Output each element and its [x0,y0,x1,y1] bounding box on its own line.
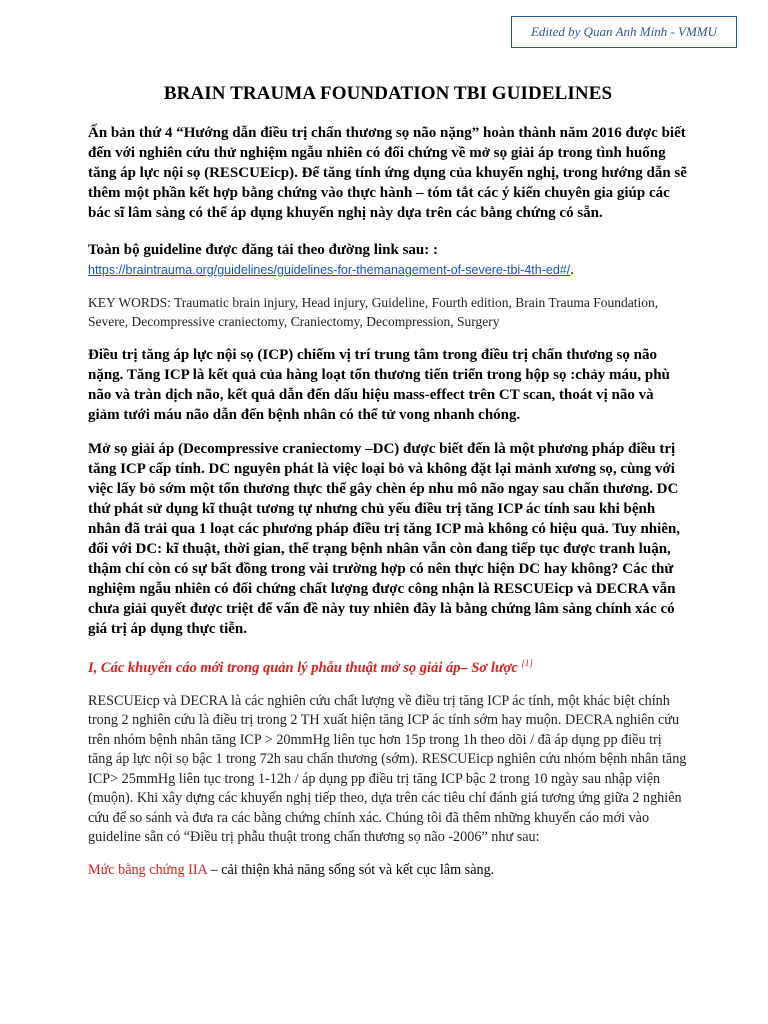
dc-paragraph: Mở sọ giải áp (Decompressive craniectomy –DC) được biết đến là một phương pháp điều trị tăng ICP cấp tính. DC nguyên phát là việc loại bỏ và không đặt lại mảnh xương sọ, cùng với việc lấy bỏ sớm một tổn thương thực thể gây chèn ép nhu mô não ngay sau chấn thương. DC thứ phát sử dụng kĩ thuật tương tự nhưng chủ yếu điều trị tăng ICP ác tính sau khi bệnh nhân đã trải qua 1 loạt các phương pháp điều trị tăng ICP mà không có hiệu quả. Tuy nhiên, đối với DC: kĩ thuật, thời gian, thể trạng bệnh nhân vẫn còn đang tiếp tục được tranh luận, thậm chí còn có sự bất đồng trong vài trường hợp có nên thực hiện DC hay không? Các thử nghiệm ngẫu nhiên có đối chứng chất lượng được công nhận là RESCUEicp và DECRA vẫn chưa giải quyết được triệt để vấn đề này tuy nhiên đây là bằng chứng lâm sàng chính xác có giá trị áp dụng thực tiễn. [88,441,681,637]
link-intro: Toàn bộ guideline được đăng tải theo đường link sau: : [88,242,438,258]
section-heading [88,653,688,678]
link-tail: . [570,262,574,278]
section-heading-text: I, Các khuyến cáo mới trong quản lý phẫu thuật mở sọ giải áp– Sơ lược [88,659,522,676]
guideline-link[interactable]: https://braintrauma.org/guidelines/guidelines-for-themanagement-of-severe-tbi-4th-ed#/ [88,263,571,277]
evidence-text: – cải thiện khả năng sống sót và kết cục lâm sàng. [207,861,495,878]
section-reference: [1] [521,658,533,668]
evidence-level-label: Mức bằng chứng IIA [88,861,207,878]
rescue-paragraph: RESCUEicp và DECRA là các nghiên cứu chất lượng về điều trị tăng ICP ác tính, một khác biệt chính trong 2 nghiên cứu là điều trị trong 2 TH xuất hiện tăng ICP ác tính sớm hay muộn. DECRA nghiên cứu trên nhóm bệnh nhân tăng ICP > 20mmHg liên tục hơn 15p trong 1h theo dõi / đã áp dụng pp điều trị tăng áp lực nội sọ bậc 1 trong 72h sau chấn thương (sớm). RESCUEicp nghiên cứu nhóm bệnh nhân tăng ICP> 25mmHg liên tục trong 1-12h / áp dụng pp điều trị tăng ICP bậc 2 trong 10 ngày sau nhập viện (muộn). Khi xây dựng các khuyến nghị tiếp theo, dựa trên các tiêu chí đánh giá tương ứng giữa 2 nghiên cứu để so sánh và đưa ra các bằng chứng chính xác. Chúng tôi đã thêm những khuyến cáo mới vào guideline sẵn có “Điều trị phẫu thuật trong chấn thương sọ não -2006” như sau: [88,692,687,846]
link-line [88,260,688,280]
intro-paragraph: Ấn bản thứ 4 “Hướng dẫn điều trị chấn thương sọ não nặng” hoàn thành năm 2016 được biết đến với nghiên cứu thử nghiệm ngẫu nhiên có đối chứng về mở sọ giải áp trong tình huống tăng áp lực nội sọ (RESCUEicp). Để tăng tính ứng dụng của khuyến nghị, trong hướng dẫn sẽ thêm một phần kết hợp bằng chứng vào thực hành – tóm tắt các ý kiến chuyên gia giúp các bác sĩ lâm sàng có thể áp dụng khuyến nghị này dựa trên các bằng chứng có sẵn. [88,125,687,221]
keywords: KEY WORDS: Traumatic brain injury, Head injury, Guideline, Fourth edition, Brain Trauma Foundation, Severe, Decompressive craniectomy, Craniectomy, Decompression, Surgery [88,295,659,329]
icp-paragraph: Điều trị tăng áp lực nội sọ (ICP) chiếm vị trí trung tâm trong điều trị chấn thương sọ não nặng. Tăng ICP là kết quả của hàng loạt tổn thương tiến triển trong hộp sọ :chảy máu, phù não và tràn dịch não, kết quả dẫn đến dấu hiệu mass-effect trên CT scan, thoát vị não và giảm tưới máu não dẫn đến bệnh nhân có thể tử vong nhanh chóng. [88,347,670,423]
editor-note-box [511,16,737,48]
evidence-line [88,860,688,880]
document-title: BRAIN TRAUMA FOUNDATION TBI GUIDELINES [163,83,613,104]
editor-note: Edited by Quan Anh Minh - VMMU [530,24,718,39]
document-page [88,82,688,880]
